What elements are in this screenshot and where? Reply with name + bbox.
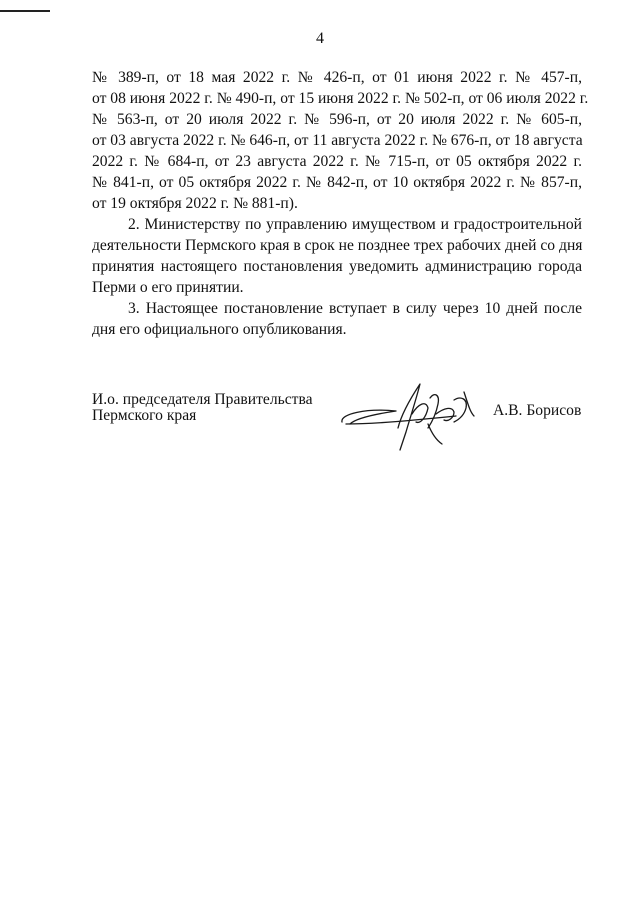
text-line: 2022 г. № 684-п, от 23 августа 2022 г. № 715-п, от 05 октября 2022 г. (92, 153, 582, 170)
text-line: от 08 июня 2022 г. № 490-п, от 15 июня 2022 г. № 502-п, от 06 июля 2022 г. (92, 90, 589, 107)
text-line: от 03 августа 2022 г. № 646-п, от 11 августа 2022 г. № 676-п, от 18 августа (92, 132, 583, 149)
signatory-title-line2: Пермского края (92, 407, 197, 424)
text-line: деятельности Пермского края в срок не позднее трех рабочих дней со дня (92, 237, 583, 254)
signatory-name: А.В. Борисов (493, 402, 582, 419)
signatory-title (92, 392, 313, 424)
text-line: принятия настоящего постановления уведомить администрацию города (92, 258, 582, 275)
text-line: № 389-п, от 18 мая 2022 г. № 426-п, от 01 июня 2022 г. № 457-п, (92, 69, 582, 86)
text-line: Перми о его принятии. (92, 279, 244, 296)
page-number: 4 (316, 30, 324, 47)
paragraph-3-first-line: 3. Настоящее постановление вступает в силу через 10 дней после (128, 300, 582, 317)
text-line: № 563-п, от 20 июля 2022 г. № 596-п, от 20 июля 2022 г. № 605-п, (92, 111, 582, 128)
paragraph-2-first-line: 2. Министерству по управлению имуществом и градостроительной (128, 216, 582, 233)
text-line: дня его официального опубликования. (92, 321, 347, 338)
text-line: № 841-п, от 05 октября 2022 г. № 842-п, от 10 октября 2022 г. № 857-п, (92, 174, 582, 191)
corner-mark (0, 10, 50, 12)
text-line: от 19 октября 2022 г. № 881-п). (92, 195, 298, 212)
handwritten-signature (336, 378, 486, 456)
signatory-title-line1: И.о. председателя Правительства (92, 391, 313, 408)
